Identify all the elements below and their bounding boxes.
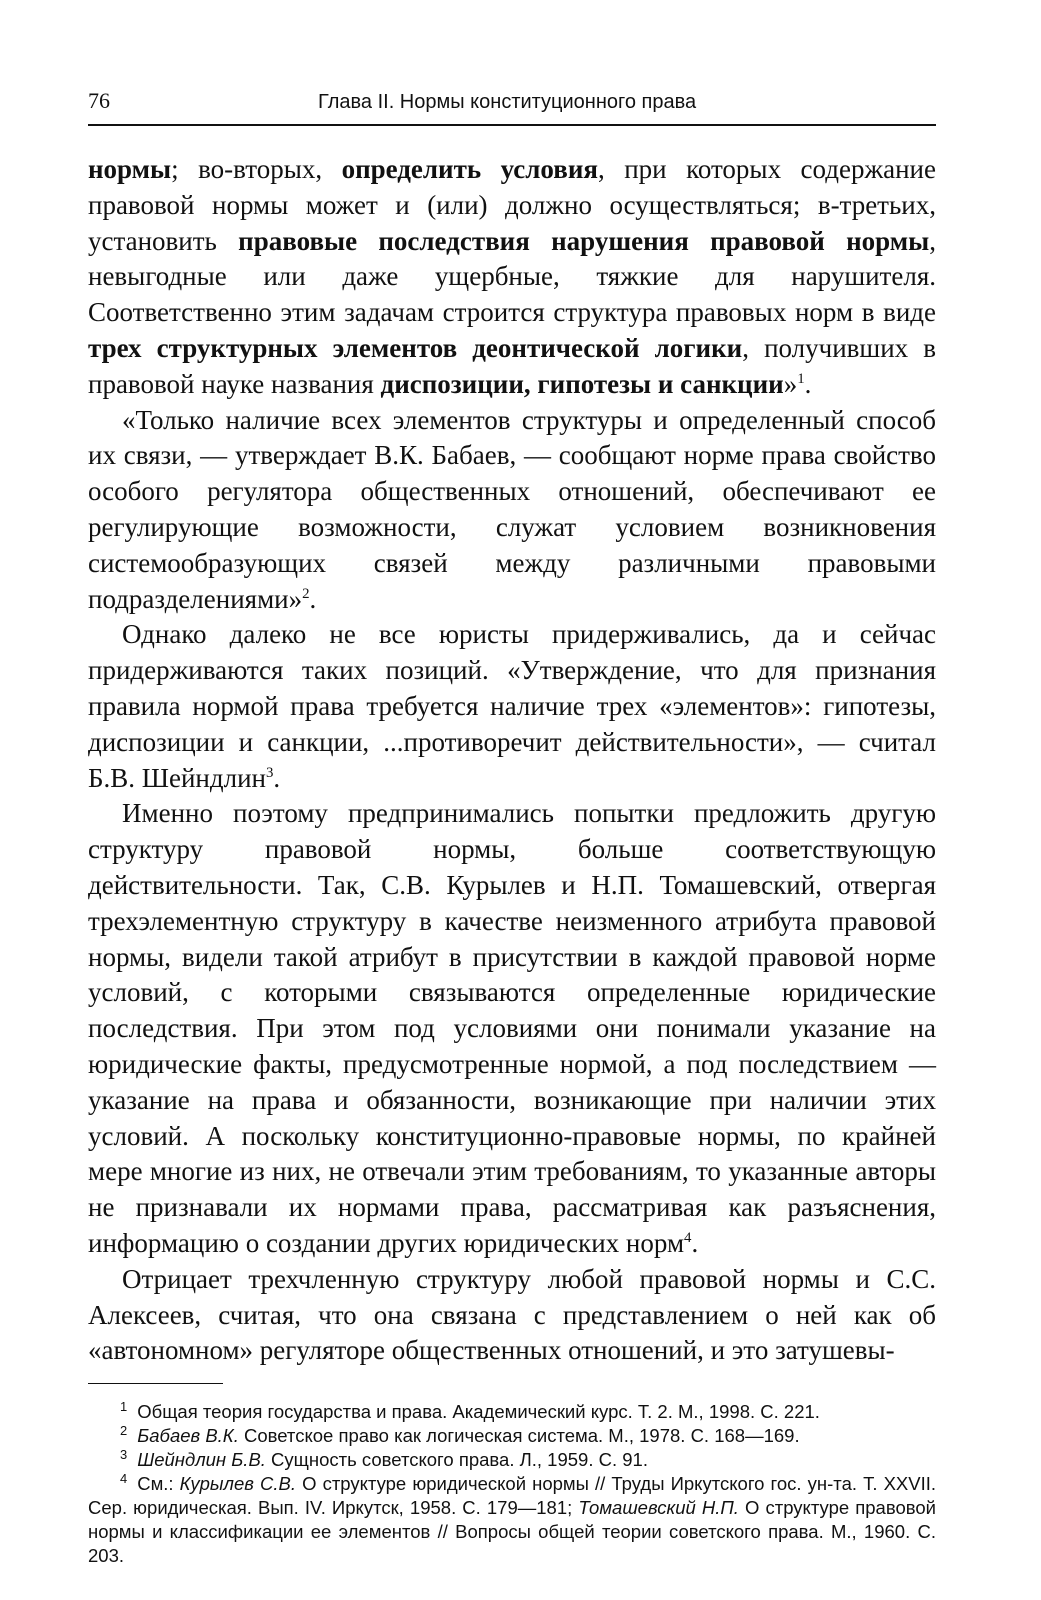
text-run: Сущность советского права. Л., 1959. С. 91.: [265, 1449, 648, 1471]
header-rule: [88, 124, 936, 126]
text-run: См.:: [137, 1473, 180, 1495]
footnote-reference: 2: [302, 585, 310, 602]
footnote-reference: 4: [684, 1229, 692, 1246]
text-run: .: [691, 1227, 699, 1258]
author-name: Бабаев В.К.: [137, 1425, 239, 1447]
footnote-number: 2: [120, 1422, 128, 1438]
footnote-reference: 1: [797, 370, 805, 387]
footnote-number: 1: [120, 1398, 128, 1414]
footnote: [88, 1448, 936, 1472]
emphasis-text: диспозиции, гипотезы и санкции: [380, 368, 784, 399]
footnote: [88, 1472, 936, 1568]
text-run: .: [309, 583, 317, 614]
emphasis-text: трех структурных элементов деонтической логики: [88, 332, 743, 363]
text-run: Советское право как логическая система. М., 1978. С. 168—169.: [238, 1425, 800, 1447]
footnote-number: 3: [120, 1446, 128, 1462]
running-head: Глава II. Нормы конституционного права: [318, 91, 697, 113]
paragraph: [88, 796, 936, 1261]
text-run: «Только наличие всех элементов структуры и определенный способ их связи, — утверждает В.К. Бабаев, — сообщают норме права свойство особого регулятора общественных отношений, обеспечивают ее регулирующие возможности, служат условием возникновения системообразующих связей между различными правовыми подразделениями»: [88, 404, 936, 614]
paragraph: [88, 152, 936, 403]
text-run: »: [783, 368, 798, 399]
author-name: Курылев С.В.: [179, 1473, 296, 1495]
footnotes: [88, 1400, 936, 1568]
author-name: Шейндлин Б.В.: [137, 1449, 266, 1471]
book-page: [88, 86, 936, 1568]
text-run: Отрицает трехчленную структуру любой правовой нормы и С.С. Алексеев, считая, что она связана с представлением о ней как об «автономном» регуляторе общественных отношений, и это затушевы-: [88, 1263, 936, 1366]
footnote-rule: [88, 1383, 223, 1384]
page-number: 76: [88, 88, 110, 113]
text-run: Именно поэтому предпринимались попытки предложить другую структуру правовой нормы, больше соответствующую действительности. Так, С.В. Курылев и Н.П. Томашевский, отвергая трехэлементную структуру в качестве неизменного атрибута правовой нормы, видели такой атрибут в присутствии в каждой правовой норме условий, с которыми связываются определенные юридические последствия. При этом под условиями они понимали указание на юридические факты, предусмотренные нормой, а под последствием — указание на права и обязанности, возникающие при наличии этих условий. А поскольку конституционно-правовые нормы, по крайней мере многие из них, не отвечали этим требованиям, то указанные авторы не признавали их нормами права, рассматривая как разъяснения, информацию о создании других юридических норм: [88, 798, 936, 1258]
text-run: , получивших в правовой науке названия: [88, 332, 936, 399]
text-run: Однако далеко не все юристы придерживались, да и сейчас придерживаются таких позиций. «Утверждение, что для признания правила нормой права требуется наличие трех «элементов»: гипотезы, диспозиции и санкции, ...противоречит действительности», — считал Б.В. Шейндлин: [88, 619, 936, 793]
text-run: ; во-вторых,: [171, 154, 342, 184]
footnote: [88, 1424, 936, 1448]
body-text: [88, 152, 936, 1369]
text-run: , при которых содержание правовой нормы может и (или) должно осуществляться; в-третьих, установить: [88, 154, 936, 256]
text-run: .: [273, 762, 281, 793]
emphasis-text: определить условия: [341, 154, 598, 184]
paragraph: [88, 617, 936, 796]
emphasis-text: правовые последствия нарушения правовой нормы: [238, 225, 930, 256]
page-header: [88, 86, 936, 116]
author-name: Томашевский Н.П.: [578, 1497, 739, 1519]
text-run: , невыгодные или даже ущербные, тяжкие для нарушителя. Соответственно этим задачам строится структура правовых норм в виде: [88, 225, 937, 328]
paragraph: [88, 403, 936, 618]
text-run: .: [804, 368, 812, 399]
text-run: О структуре правовой нормы и классификации ее элементов // Вопросы общей теории советского права. М., 1960. С. 203.: [88, 1497, 937, 1567]
footnote-reference: 3: [266, 764, 274, 781]
text-run: Общая теория государства и права. Академический курс. Т. 2. М., 1998. С. 221.: [137, 1401, 820, 1423]
paragraph: [88, 1262, 936, 1369]
footnote: [88, 1400, 936, 1424]
text-run: О структуре юридической нормы // Труды Иркутского гос. ун-та. Т. XXVII. Сер. юридическая. Вып. IV. Иркутск, 1958. С. 179—181;: [88, 1473, 937, 1519]
footnote-number: 4: [120, 1470, 128, 1486]
emphasis-text: нормы: [88, 154, 172, 184]
